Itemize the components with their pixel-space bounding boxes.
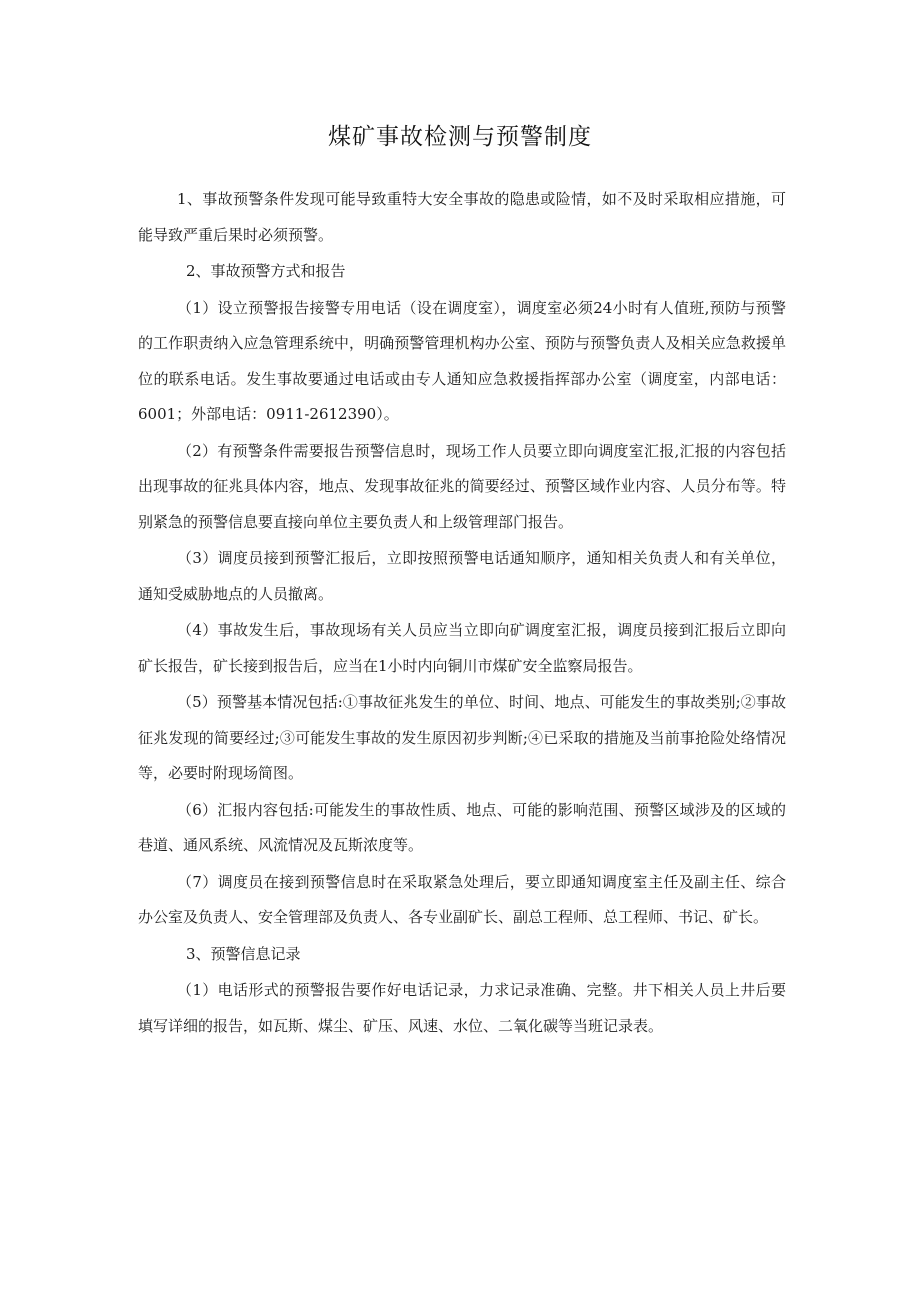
paragraph-item-5: （5）预警基本情况包括:①事故征兆发生的单位、时间、地点、可能发生的事故类别;②事故征兆发现的简要经过;③可能发生事故的发生原因初步判断;④已采取的措施及当前事抢险处络情况等，必要时附现场简图。 bbox=[138, 693, 786, 782]
paragraph-item-3: （3）调度员接到预警汇报后，立即按照预警电话通知顺序，通知相关负责人和有关单位，通知受威胁地点的人员撤离。 bbox=[138, 549, 786, 603]
paragraph-item-4: （4）事故发生后，事故现场有关人员应当立即向矿调度室汇报，调度员接到汇报后立即向矿长报告，矿长接到报告后，应当在1小时内向铜川市煤矿安全监察局报告。 bbox=[138, 621, 786, 675]
paragraph-warning-conditions: 1、事故预警条件发现可能导致重特大安全事故的隐患或险情，如不及时采取相应措施，可能导致严重后果时必须预警。 bbox=[138, 190, 786, 244]
paragraph-item-7: （7）调度员在接到预警信息时在采取紧急处理后，要立即通知调度室主任及副主任、综合办公室及负责人、安全管理部及负责人、各专业副矿长、副总工程师、总工程师、书记、矿长。 bbox=[138, 872, 786, 926]
paragraph-item-2: （2）有预警条件需要报告预警信息时，现场工作人员要立即向调度室汇报,汇报的内容包括出现事故的征兆具体内容，地点、发现事故征兆的简要经过、预警区域作业内容、人员分布等。特别紧急的预警信息要直接向单位主要负责人和上级管理部门报告。 bbox=[138, 441, 786, 531]
document-title: 煤矿事故检测与预警制度 bbox=[328, 124, 592, 150]
paragraph-item-1: （1）设立预警报告接警专用电话（设在调度室），调度室必须24小时有人值班,预防与预警的工作职责纳入应急管理系统中，明确预警管理机构办公室、预防与预警负责人及相关应急救援单位的联系电话。发生事故要通过电话或由专人通知应急救援指挥部办公室（调度室，内部电话：6001；外部电话：0911-2612390）。 bbox=[138, 298, 786, 423]
paragraph-item-6: （6）汇报内容包括:可能发生的事故性质、地点、可能的影响范围、预警区域涉及的区域的巷道、通风系统、风流情况及瓦斯浓度等。 bbox=[138, 800, 786, 854]
section-heading-warning-methods: 2、事故预警方式和报告 bbox=[186, 262, 346, 280]
section-heading-warning-records: 3、预警信息记录 bbox=[186, 944, 301, 963]
document-body bbox=[138, 182, 786, 1044]
paragraph-record-item-1: （1）电话形式的预警报告要作好电话记录，力求记录准确、完整。井下相关人员上井后要填写详细的报告，如瓦斯、煤尘、矿压、风速、水位、二氧化碳等当班记录表。 bbox=[138, 981, 786, 1035]
